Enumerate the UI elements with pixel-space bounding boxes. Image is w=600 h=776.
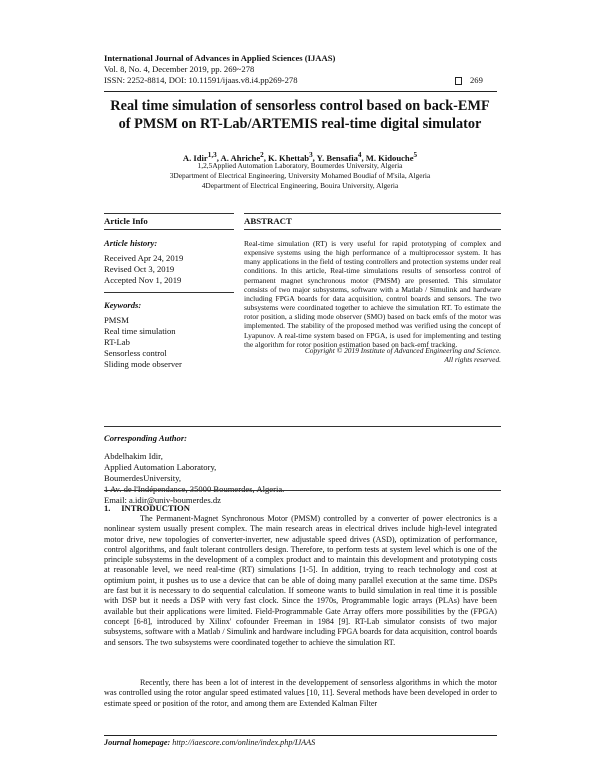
affiliation-1: 1,2,5Applied Automation Laboratory, Boumerdes University, Algeria	[197, 161, 403, 170]
corresponding-author-label: Corresponding Author:	[104, 433, 188, 443]
abstract-top-rule	[244, 213, 501, 214]
abstract-text: Real-time simulation (RT) is very useful for rapid prototyping of complex and expensive systems using the high performance of a multiprocessor system. It has many applications in the field of testing controllers and protection systems under real conditions. In this article, Real-time simulations results of sensorless control of permanent magnet synchronous motor (PMSM) are presented. This simulator consists of two major subsystems, software with a Matlab / Simulink and hardware including FPGA boards for data acquisition, control boards and sensors. The two subsystems were coordinated together to achieve the simulation RT. To estimate the rotor position, a sliding mode observer (SMO) based on back emfs of the motor was implemented. The stability of the proposed method was verified using the concept of Lyapunov. A real-time system based on FPGA, is used for implementing and testing the algorithm for rotor position estimation based on back-emf tracking.	[244, 239, 501, 349]
article-info-heading: Article Info	[104, 216, 148, 226]
corresponding-top-rule	[104, 426, 501, 427]
corresponding-bottom-rule	[104, 490, 501, 491]
author-address: 1 Av. de l'Indépendance, 35000 Boumerdes, Algeria.	[104, 484, 285, 494]
journal-issn-doi: ISSN: 2252-8814, DOI: 10.11591/ijaas.v8.i4.pp269-278	[104, 75, 298, 85]
copyright-notice	[244, 346, 501, 364]
header-divider	[104, 91, 497, 92]
paper-title	[100, 97, 500, 133]
introduction-paragraph-1: The Permanent-Magnet Synchronous Motor (PMSM) controlled by a converter of power electronics is a nonlinear system usually present complex. The main research areas in electrical drives include high-level integrated motor drive, new topologies of converter-inverter, new adjustable speed drives (ASD), optimization of performance, control algorithms, and fault tolerant controllers design. Therefore, to perform tests at system level which is one of the principle subsystems in the development of a complex product and to maintain this development and prototyping costs at reasonable level, we need real-time (RT) simulations [1-5]. In addition, trying to reach technology and cost at optimium point, it pushes us to use a device that can be able of doing many parallel execution at the same time. DSPs are fast but it is necessary to do sequential calculation. If someone wants to build simulation in real time it is possible with DSP but it needs a DSP with very fast clock. Since the 1970s, Programmable logic arrays (PLAs) have been available but their applications were limited. Field-Programmable Gate Array offers more possibilities by the (FPGA) concept [6-8], introduced by Xilinx' cofounder Freeman in 1984 [9]. RT-Lab simulator consists of two major subsystems, software with a Matlab / Simulink and hardware including FPGA boards for data acquisition, control boards and sensors. The two subsystems were coordinated together to achieve the simulation RT.	[104, 514, 497, 647]
revised-date: Revised Oct 3, 2019	[104, 264, 175, 274]
author-list: A. Idir$^{1,3}$, A. Ahriche$^2$, K. Khettab$^3$, Y. Bensafia$^4$, M. Kidouche$^5$	[182, 151, 418, 163]
article-history-label: Article history:	[104, 238, 158, 248]
keywords-label: Keywords:	[104, 300, 142, 310]
title-line-2: of PMSM on RT-Lab/ARTEMIS real-time digital simulator	[118, 116, 482, 132]
copyright-line: Copyright © 2019 Institute of Advanced Engineering and Science.	[304, 346, 501, 355]
history-keywords-rule	[104, 292, 234, 293]
homepage-label: Journal homepage	[104, 738, 168, 747]
article-info-heading-rule	[104, 229, 234, 230]
page-number: 269	[470, 75, 483, 85]
author-name: Abdelhakim Idir,	[104, 451, 163, 461]
affiliation-3: 4Department of Electrical Engineering, Bouira University, Algeria	[201, 181, 399, 190]
keyword: Sensorless control	[104, 348, 167, 358]
author-email[interactable]: Email: a.idir@univ-boumerdes.dz	[104, 495, 221, 505]
keyword: RT-Lab	[104, 337, 130, 347]
journal-header	[104, 53, 335, 86]
journal-homepage: Journal homepage: http://iaescore.com/online/index.php/IJAAS	[104, 738, 316, 747]
introduction-paragraph-2: Recently, there has been a lot of interest in the developpement of sensorless algorithms in which the motor was controlled using the rotor angular speed estimated values [10, 11]. Several methods have been developed in order to estimate speed or position of the rotor, and among them are Extended Kalman Filter	[104, 678, 497, 708]
introduction-heading: 1. INTRODUCTION	[104, 503, 190, 513]
author-university: BoumerdesUniversity,	[104, 473, 182, 483]
keyword: Sliding mode observer	[104, 359, 182, 369]
footer-rule	[104, 735, 497, 736]
abstract-heading-rule	[244, 229, 501, 230]
journal-volume: Vol. 8, No. 4, December 2019, pp. 269~278	[104, 64, 255, 74]
affiliation-2: 3Department of Electrical Engineering, University Mohamed Boudiaf of M'sila, Algeria	[169, 171, 431, 180]
article-history	[104, 253, 183, 286]
abstract-heading: ABSTRACT	[244, 216, 292, 226]
keyword: Real time simulation	[104, 326, 176, 336]
corresponding-author-details	[104, 451, 284, 506]
received-date: Received Apr 24, 2019	[104, 253, 184, 263]
article-info-top-rule	[104, 213, 234, 214]
keyword-list	[104, 315, 182, 370]
homepage-url[interactable]: http://iaescore.com/online/index.php/IJAAS	[172, 738, 316, 747]
journal-name: International Journal of Advances in Applied Sciences (IJAAS)	[104, 53, 336, 63]
author-lab: Applied Automation Laboratory,	[104, 462, 217, 472]
rights-line: All rights reserved.	[444, 355, 501, 364]
page-icon	[455, 77, 462, 85]
keyword: PMSM	[104, 315, 129, 325]
accepted-date: Accepted Nov 1, 2019	[104, 275, 182, 285]
title-line-1: Real time simulation of sensorless control based on back-EMF	[110, 98, 490, 114]
